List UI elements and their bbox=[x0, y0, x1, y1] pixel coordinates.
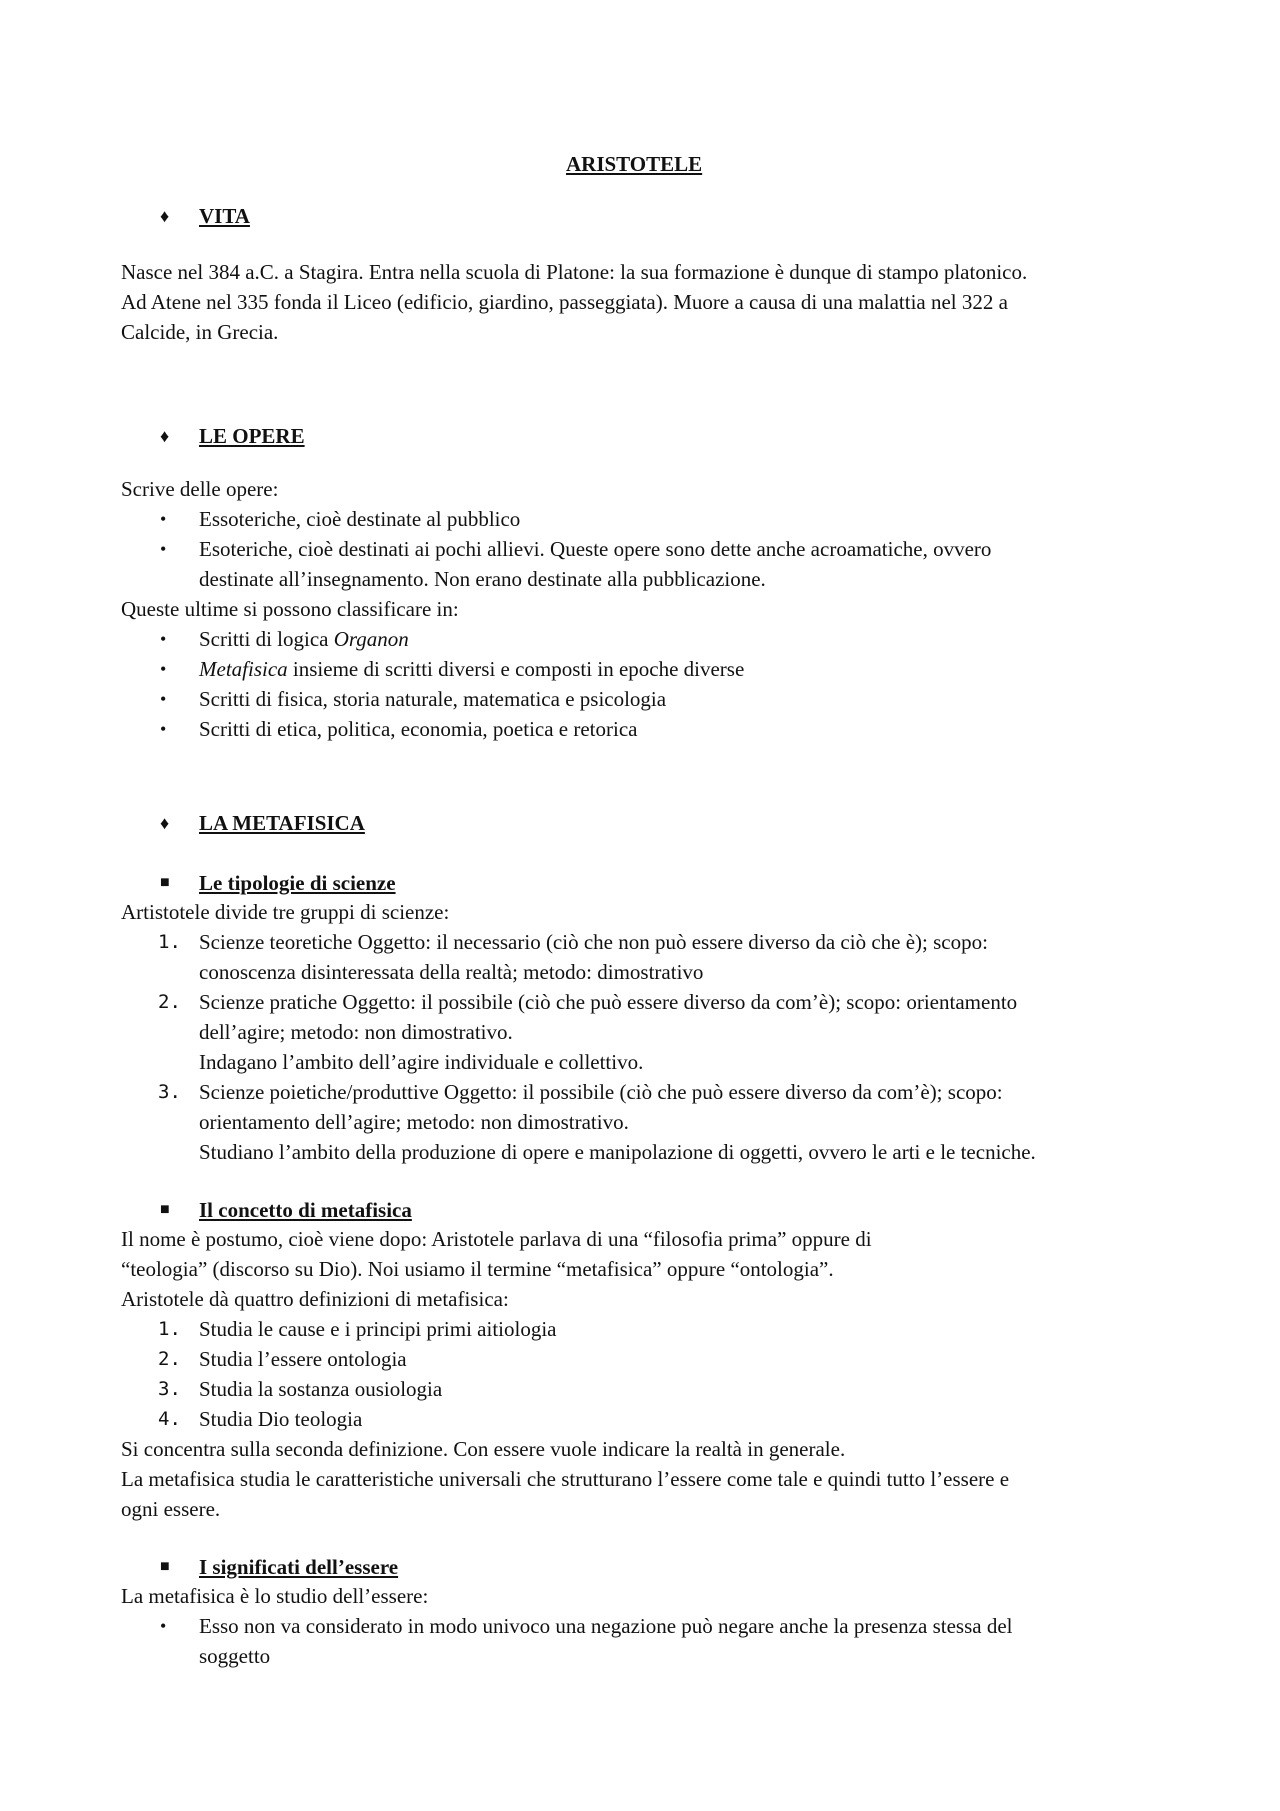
list-number: 1. bbox=[158, 931, 181, 953]
list-item: Studia l’essere ontologia bbox=[199, 1347, 407, 1371]
subheading-tipologie: Le tipologie di scienze bbox=[199, 871, 396, 895]
list-item: Essoteriche, cioè destinate al pubblico bbox=[199, 507, 521, 531]
page-title: ARISTOTELE bbox=[566, 152, 703, 176]
list-number: 1. bbox=[158, 1318, 181, 1340]
list-number: 3. bbox=[158, 1081, 181, 1103]
list-item: Scienze teoretiche Oggetto: il necessario (ciò che non può essere diverso da ciò che è); scopo: bbox=[199, 930, 988, 954]
paragraph-line: Il nome è postumo, cioè viene dopo: Aristotele parlava di una “filosofia prima” oppure di bbox=[121, 1227, 872, 1251]
list-item-continuation: Indagano l’ambito dell’agire individuale e collettivo. bbox=[199, 1050, 644, 1074]
list-item-continuation: conoscenza disinteressata della realtà; metodo: dimostrativo bbox=[199, 960, 704, 984]
list-item-continuation: soggetto bbox=[199, 1644, 271, 1668]
list-item: Scritti di fisica, storia naturale, matematica e psicologia bbox=[199, 687, 667, 711]
list-item-italic: Organon bbox=[333, 627, 409, 651]
list-number: 3. bbox=[158, 1378, 181, 1400]
paragraph-line: Nasce nel 384 a.C. a Stagira. Entra nella scuola di Platone: la sua formazione è dunque di stampo platonico. bbox=[121, 260, 1028, 284]
bullet-icon: • bbox=[160, 719, 167, 739]
list-item: Scienze pratiche Oggetto: il possibile (ciò che può essere diverso da com’è); scopo: orientamento bbox=[199, 990, 1018, 1014]
diamond-bullet-icon: ♦ bbox=[160, 206, 170, 226]
tipologie-intro: Artistotele divide tre gruppi di scienze: bbox=[121, 900, 450, 924]
list-number: 2. bbox=[158, 1348, 181, 1370]
significati-intro: La metafisica è lo studio dell’essere: bbox=[121, 1584, 429, 1608]
list-number: 4. bbox=[158, 1408, 181, 1430]
paragraph-line: ogni essere. bbox=[121, 1497, 221, 1521]
bullet-icon: • bbox=[160, 1616, 167, 1636]
list-item: Studia Dio teologia bbox=[199, 1407, 363, 1431]
opere-intro: Scrive delle opere: bbox=[121, 477, 279, 501]
opere-classify: Queste ultime si possono classificare in: bbox=[121, 597, 459, 621]
bullet-icon: • bbox=[160, 629, 167, 649]
list-item-continuation: orientamento dell’agire; metodo: non dimostrativo. bbox=[199, 1110, 629, 1134]
paragraph-line: Calcide, in Grecia. bbox=[121, 320, 279, 344]
list-item-italic: Metafisica bbox=[199, 657, 288, 681]
square-bullet-icon: ■ bbox=[160, 1558, 170, 1575]
list-item-continuation: Studiano l’ambito della produzione di opere e manipolazione di oggetti, ovvero le arti e le tecniche. bbox=[199, 1140, 1036, 1164]
list-item-text: Scritti di logica bbox=[199, 627, 334, 651]
section-heading-vita: VITA bbox=[199, 204, 250, 228]
subheading-significati: I significati dell’essere bbox=[199, 1555, 399, 1579]
list-number: 2. bbox=[158, 991, 181, 1013]
diamond-bullet-icon: ♦ bbox=[160, 813, 170, 833]
bullet-icon: • bbox=[160, 689, 167, 709]
paragraph-line: Aristotele dà quattro definizioni di metafisica: bbox=[121, 1287, 509, 1311]
square-bullet-icon: ■ bbox=[160, 1201, 170, 1218]
paragraph-line: La metafisica studia le caratteristiche universali che strutturano l’essere come tale e quindi tutto l’essere e bbox=[121, 1467, 1010, 1491]
subheading-concetto: Il concetto di metafisica bbox=[199, 1198, 412, 1222]
list-item bbox=[199, 624, 409, 654]
paragraph-line: Si concentra sulla seconda definizione. Con essere vuole indicare la realtà in generale. bbox=[121, 1437, 846, 1461]
list-item: Studia le cause e i principi primi aitiologia bbox=[199, 1317, 557, 1341]
list-item: Scritti di etica, politica, economia, poetica e retorica bbox=[199, 717, 638, 741]
square-bullet-icon: ■ bbox=[160, 874, 170, 891]
list-item-text: insieme di scritti diversi e composti in epoche diverse bbox=[287, 657, 745, 681]
bullet-icon: • bbox=[160, 539, 167, 559]
paragraph-line: “teologia” (discorso su Dio). Noi usiamo il termine “metafisica” oppure “ontologia”. bbox=[121, 1257, 834, 1281]
section-heading-opere: LE OPERE bbox=[199, 424, 305, 448]
list-item: Esso non va considerato in modo univoco una negazione può negare anche la presenza stessa del bbox=[199, 1614, 1013, 1638]
section-heading-metafisica: LA METAFISICA bbox=[199, 811, 365, 835]
list-item: Scienze poietiche/produttive Oggetto: il possibile (ciò che può essere diverso da com’è); scopo: bbox=[199, 1080, 1003, 1104]
bullet-icon: • bbox=[160, 659, 167, 679]
list-item-continuation: destinate all’insegnamento. Non erano destinate alla pubblicazione. bbox=[199, 567, 766, 591]
diamond-bullet-icon: ♦ bbox=[160, 426, 170, 446]
list-item: Studia la sostanza ousiologia bbox=[199, 1377, 443, 1401]
bullet-icon: • bbox=[160, 509, 167, 529]
list-item-continuation: dell’agire; metodo: non dimostrativo. bbox=[199, 1020, 513, 1044]
list-item: Esoteriche, cioè destinati ai pochi allievi. Queste opere sono dette anche acroamatiche, ovvero bbox=[199, 537, 992, 561]
paragraph-line: Ad Atene nel 335 fonda il Liceo (edificio, giardino, passeggiata). Muore a causa di una malattia nel 322 a bbox=[121, 290, 1008, 314]
list-item bbox=[199, 654, 744, 684]
